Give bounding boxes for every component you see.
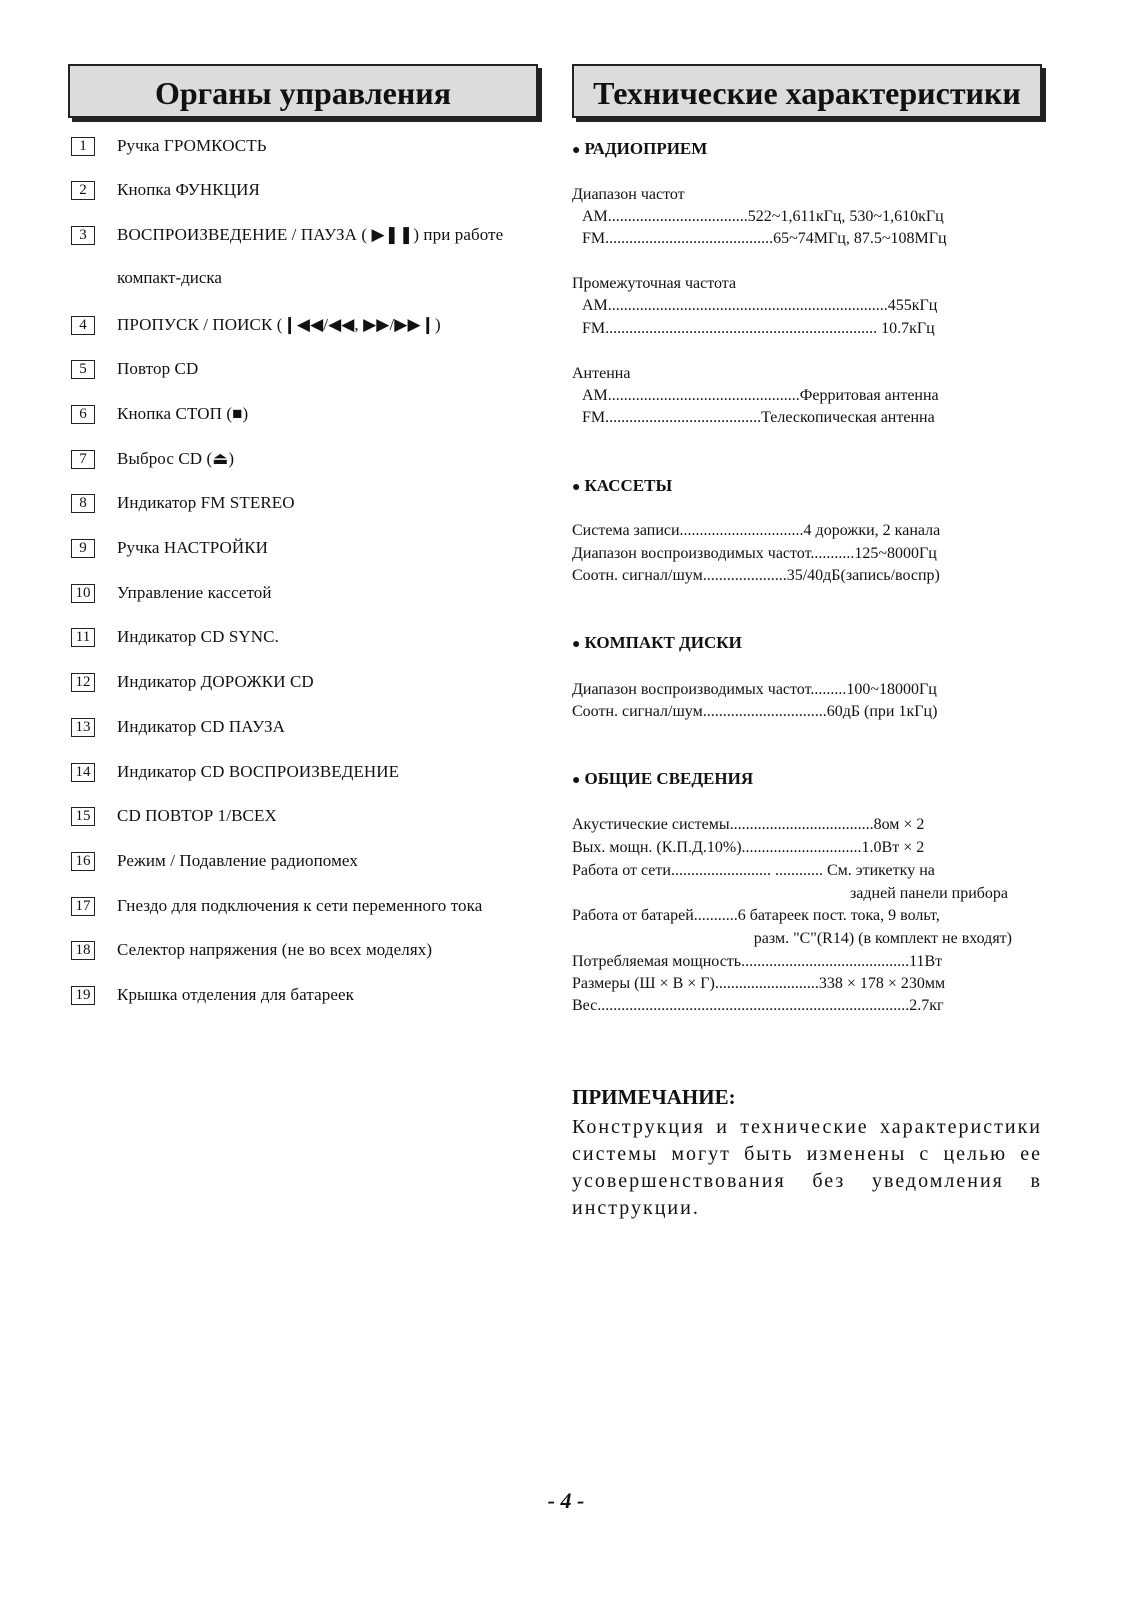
control-number: 19 — [71, 986, 95, 1005]
cassette-line-1: Система записи...............................4 дорожки, 2 канала — [572, 522, 941, 539]
control-item — [71, 983, 354, 1007]
control-label: Индикатор CD ВОСПРОИЗВЕДЕНИЕ — [117, 762, 400, 781]
control-item — [71, 760, 399, 784]
cassette-line-2: Диапазон воспроизводимых частот...........125~8000Гц — [572, 545, 937, 562]
control-label: Индикатор CD ПАУЗА — [117, 717, 286, 736]
control-label: Крышка отделения для батареек — [117, 985, 355, 1004]
control-label: CD ПОВТОР 1/ВСЕХ — [117, 806, 277, 825]
cd-heading: ● КОМПАКТ ДИСКИ — [572, 633, 742, 652]
antenna-fm: FM.......................................Телескопическая антенна — [582, 409, 935, 426]
control-number: 3 — [71, 226, 95, 245]
note-body: Конструкция и технические характеристики системы могут быть изменены с целью ее усовершенствования без уведомления в инструкции. — [572, 1116, 1042, 1219]
control-item — [71, 804, 277, 828]
control-label: Гнездо для подключения к сети переменного тока — [117, 896, 483, 915]
antenna-am: AM................................................Ферритовая антенна — [582, 387, 939, 404]
control-number: 17 — [71, 897, 95, 916]
if-fm: FM.................................................................... 10.7кГц — [582, 320, 935, 337]
general-line-4: Работа от батарей...........6 батареек пост. тока, 9 вольт, — [572, 907, 940, 924]
control-label: Кнопка ФУНКЦИЯ — [117, 180, 260, 199]
control-number: 11 — [71, 628, 95, 647]
control-label: Повтор CD — [117, 359, 199, 378]
bullet-icon: ● — [572, 480, 581, 495]
cassette-line-3: Соотн. сигнал/шум.....................35/40дБ(запись/воспр) — [572, 567, 940, 584]
controls-title: Органы управления — [68, 64, 538, 118]
control-label: ВОСПРОИЗВЕДЕНИЕ / ПАУЗА ( ▶❚❚) при работе — [117, 225, 504, 244]
cd-line-2: Соотн. сигнал/шум...............................60дБ (при 1кГц) — [572, 703, 938, 720]
control-number: 7 — [71, 450, 95, 469]
control-number: 2 — [71, 181, 95, 200]
control-label: Кнопка СТОП (■) — [117, 404, 249, 423]
control-label: Режим / Подавление радиопомех — [117, 851, 358, 870]
control-number: 16 — [71, 852, 95, 871]
general-line-5: Потребляемая мощность..........................................11Вт — [572, 953, 943, 970]
freq-label: Диапазон частот — [572, 186, 685, 203]
control-item — [71, 134, 267, 158]
control-item — [71, 402, 248, 426]
control-label: Управление кассетой — [117, 583, 272, 602]
control-label: ПРОПУСК / ПОИСК (❙◀◀/◀◀, ▶▶/▶▶❙) — [117, 315, 441, 334]
bullet-icon: ● — [572, 637, 581, 652]
bullet-icon: ● — [572, 143, 581, 158]
control-label: Ручка НАСТРОЙКИ — [117, 538, 269, 557]
control-item — [71, 715, 285, 739]
control-number: 1 — [71, 137, 95, 156]
page-number: - 4 - — [547, 1488, 585, 1513]
if-label: Промежуточная частота — [572, 275, 737, 292]
control-number: 13 — [71, 718, 95, 737]
control-item — [71, 357, 198, 381]
freq-fm: FM..........................................65~74МГц, 87.5~108МГц — [582, 230, 947, 247]
control-item — [71, 625, 279, 649]
general-heading: ● ОБЩИЕ СВЕДЕНИЯ — [572, 769, 754, 788]
cd-line-1: Диапазон воспроизводимых частот.........100~18000Гц — [572, 681, 937, 698]
control-item — [71, 938, 432, 962]
control-number: 9 — [71, 539, 95, 558]
general-line-6: Размеры (Ш × В × Г)..........................338 × 178 × 230мм — [572, 975, 946, 992]
if-am: AM......................................................................455кГц — [582, 297, 938, 314]
control-number: 6 — [71, 405, 95, 424]
general-line-7: Вес..............................................................................2.7кг — [572, 997, 944, 1014]
control-item — [71, 670, 314, 694]
control-item — [71, 894, 482, 918]
control-item — [71, 178, 260, 202]
control-item — [71, 536, 268, 560]
control-number: 15 — [71, 807, 95, 826]
antenna-label: Антенна — [572, 365, 631, 382]
control-number: 14 — [71, 763, 95, 782]
radio-heading: ● РАДИОПРИЕМ — [572, 139, 708, 158]
general-line-3b: задней панели прибора — [849, 885, 1008, 902]
control-item — [71, 447, 234, 471]
control-number: 8 — [71, 494, 95, 513]
control-number: 10 — [71, 584, 95, 603]
general-line-4b: разм. "C"(R14) (в комплект не входят) — [753, 930, 1012, 947]
control-label-continuation: компакт-диска — [117, 268, 222, 287]
general-line-3: Работа от сети......................... ............ См. этикетку на — [572, 862, 935, 879]
control-item — [71, 491, 295, 515]
general-line-2: Вых. мощн. (К.П.Д.10%)..............................1.0Вт × 2 — [572, 839, 925, 856]
bullet-icon: ● — [572, 773, 581, 788]
general-line-1: Акустические системы....................................8ом × 2 — [572, 816, 925, 833]
control-item — [71, 223, 503, 247]
freq-am: AM...................................522~1,611кГц, 530~1,610кГц — [582, 208, 944, 225]
control-item — [71, 849, 358, 873]
control-number: 5 — [71, 360, 95, 379]
control-number: 12 — [71, 673, 95, 692]
cassette-heading: ● КАССЕТЫ — [572, 476, 673, 495]
control-label: Индикатор FM STEREO — [117, 493, 295, 512]
control-item — [71, 581, 272, 605]
control-label: Выброс CD (⏏) — [117, 449, 235, 468]
control-number: 18 — [71, 941, 95, 960]
note-title: ПРИМЕЧАНИЕ: — [572, 1085, 736, 1109]
control-number: 4 — [71, 316, 95, 335]
specs-title: Технические характеристики — [572, 64, 1042, 118]
control-label: Индикатор ДОРОЖКИ CD — [117, 672, 314, 691]
control-item — [71, 313, 441, 337]
control-label: Селектор напряжения (не во всех моделях) — [117, 940, 433, 959]
control-label: Индикатор CD SYNC. — [117, 627, 279, 646]
control-label: Ручка ГРОМКОСТЬ — [117, 136, 267, 155]
